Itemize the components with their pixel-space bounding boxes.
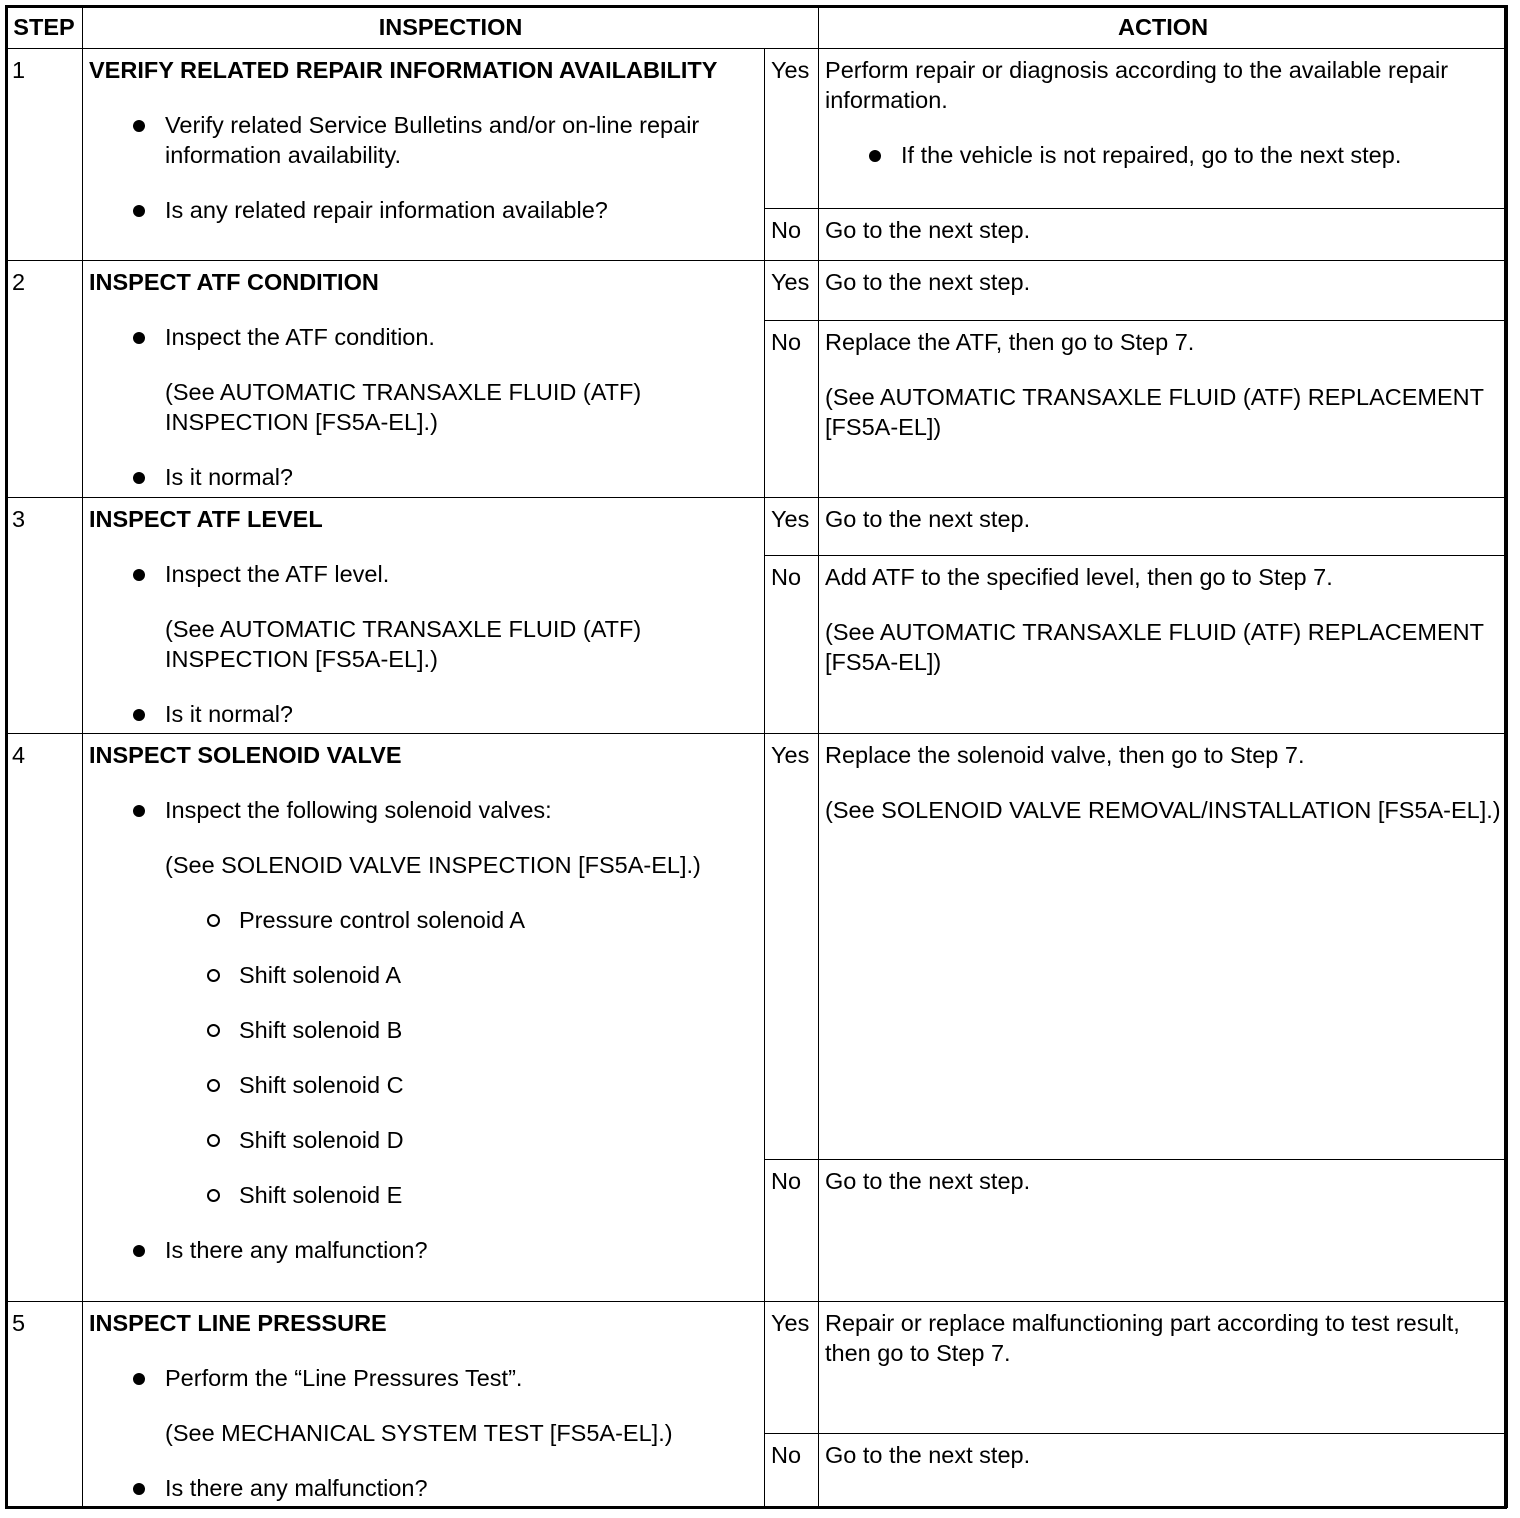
bullet-icon <box>133 709 145 721</box>
step-inspection <box>83 1302 765 1508</box>
step-number: 4 <box>6 734 83 1302</box>
table-row <box>6 498 1508 556</box>
action-yes: Go to the next step. <box>819 498 1508 556</box>
step-number: 1 <box>6 49 83 261</box>
yes-label: Yes <box>765 1302 819 1434</box>
reference-note: (See AUTOMATIC TRANSAXLE FLUID (ATF) INSPECTION [FS5A-EL].) <box>165 616 642 672</box>
list-item: Is it normal? <box>89 462 758 492</box>
action-yes: Repair or replace malfunctioning part according to test result, then go to Step 7. <box>819 1302 1508 1434</box>
circle-bullet-icon <box>207 914 220 927</box>
sub-list-item: Shift solenoid B <box>89 1015 758 1045</box>
list-item: Verify related Service Bulletins and/or on-line repair information availability. <box>89 110 758 170</box>
list-item: Is it normal? <box>89 699 758 729</box>
no-label: No <box>765 1160 819 1302</box>
action-no: Go to the next step. <box>819 1160 1508 1302</box>
sub-list-item: Shift solenoid E <box>89 1180 758 1210</box>
reference-note: (See AUTOMATIC TRANSAXLE FLUID (ATF) INSPECTION [FS5A-EL].) <box>165 379 642 435</box>
step-inspection <box>83 49 765 261</box>
step-inspection <box>83 498 765 734</box>
step-inspection <box>83 261 765 498</box>
no-label: No <box>765 1434 819 1508</box>
step-title: INSPECT ATF LEVEL <box>89 506 323 532</box>
list-item: If the vehicle is not repaired, go to the next step. <box>825 140 1503 170</box>
bullet-icon <box>133 1483 145 1495</box>
no-label: No <box>765 556 819 734</box>
bullet-icon <box>133 569 145 581</box>
list-item: Is there any malfunction? <box>89 1235 758 1265</box>
circle-bullet-icon <box>207 969 220 982</box>
action-yes: Perform repair or diagnosis according to the available repair information. If the vehicle is not repaired, go to the next step. <box>819 49 1508 209</box>
yes-label: Yes <box>765 734 819 1160</box>
step-title: INSPECT LINE PRESSURE <box>89 1310 387 1336</box>
action-yes: Replace the solenoid valve, then go to Step 7. (See SOLENOID VALVE REMOVAL/INSTALLATION [FS5A-EL].) <box>819 734 1508 1160</box>
bullet-icon <box>869 150 881 162</box>
step-number: 2 <box>6 261 83 498</box>
header-step: STEP <box>6 6 83 49</box>
step-title: VERIFY RELATED REPAIR INFORMATION AVAILABILITY <box>89 57 718 83</box>
reference-note: (See MECHANICAL SYSTEM TEST [FS5A-EL].) <box>165 1420 673 1446</box>
header-inspection: INSPECTION <box>83 6 819 49</box>
list-item: Perform the “Line Pressures Test”. <box>89 1363 758 1393</box>
bullet-icon <box>133 1373 145 1385</box>
list-item: Inspect the ATF level. <box>89 559 758 589</box>
list-item: Inspect the following solenoid valves: <box>89 795 758 825</box>
bullet-icon <box>133 332 145 344</box>
no-label: No <box>765 209 819 261</box>
bullet-icon <box>133 472 145 484</box>
header-action: ACTION <box>819 6 1508 49</box>
list-item: Is any related repair information available? <box>89 195 758 225</box>
circle-bullet-icon <box>207 1024 220 1037</box>
bullet-icon <box>133 805 145 817</box>
list-item: Is there any malfunction? <box>89 1473 758 1503</box>
yes-label: Yes <box>765 498 819 556</box>
action-yes: Go to the next step. <box>819 261 1508 321</box>
yes-label: Yes <box>765 49 819 209</box>
table-row <box>6 49 1508 209</box>
table-row <box>6 1302 1508 1434</box>
step-inspection <box>83 734 765 1302</box>
step-title: INSPECT ATF CONDITION <box>89 269 379 295</box>
action-no: Go to the next step. <box>819 1434 1508 1508</box>
sub-list-item: Shift solenoid A <box>89 960 758 990</box>
table-row <box>6 261 1508 321</box>
header-row <box>6 6 1508 49</box>
sub-list-item: Shift solenoid D <box>89 1125 758 1155</box>
bullet-icon <box>133 1245 145 1257</box>
circle-bullet-icon <box>207 1134 220 1147</box>
action-no: Replace the ATF, then go to Step 7. (See AUTOMATIC TRANSAXLE FLUID (ATF) REPLACEMENT [FS5A-EL]) <box>819 321 1508 498</box>
circle-bullet-icon <box>207 1079 220 1092</box>
action-no: Add ATF to the specified level, then go to Step 7. (See AUTOMATIC TRANSAXLE FLUID (ATF) REPLACEMENT [FS5A-EL]) <box>819 556 1508 734</box>
bullet-icon <box>133 120 145 132</box>
step-title: INSPECT SOLENOID VALVE <box>89 742 402 768</box>
reference-note: (See SOLENOID VALVE INSPECTION [FS5A-EL].) <box>165 852 701 878</box>
list-item: Inspect the ATF condition. <box>89 322 758 352</box>
no-label: No <box>765 321 819 498</box>
circle-bullet-icon <box>207 1189 220 1202</box>
table-row <box>6 734 1508 1160</box>
step-number: 5 <box>6 1302 83 1508</box>
sub-list-item: Shift solenoid C <box>89 1070 758 1100</box>
bullet-icon <box>133 205 145 217</box>
diagnostic-table <box>5 5 1508 1508</box>
yes-label: Yes <box>765 261 819 321</box>
sub-list-item: Pressure control solenoid A <box>89 905 758 935</box>
action-no: Go to the next step. <box>819 209 1508 261</box>
step-number: 3 <box>6 498 83 734</box>
